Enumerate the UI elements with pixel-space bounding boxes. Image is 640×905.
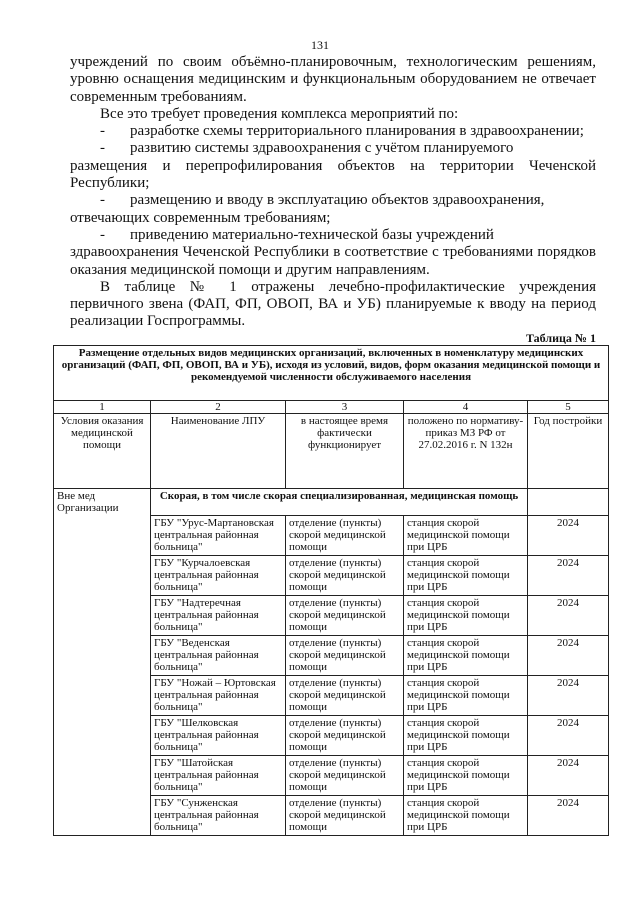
paragraph-1: учреждений по своим объёмно-планировочным, технологическим решениям, уровню оснащения медицинским и функциональным оборудованием не отвечает современным требованиям. xyxy=(70,54,596,105)
empty-cell xyxy=(528,489,609,516)
facility-name: ГБУ "Веденская центральная районная больница" xyxy=(151,636,286,676)
build-year: 2024 xyxy=(528,556,609,596)
body-text xyxy=(70,54,596,331)
list-item xyxy=(70,192,596,227)
facility-name: ГБУ "Курчалоевская центральная районная больница" xyxy=(151,556,286,596)
list-item-text: разработке схемы территориального планирования в здравоохранении; xyxy=(130,123,584,140)
normative-unit: станция скорой медицинской помощи при ЦРБ xyxy=(404,796,528,836)
column-header: Год постройки xyxy=(528,414,609,489)
current-unit: отделение (пункты) скорой медицинской помощи xyxy=(286,596,404,636)
table-title: Размещение отдельных видов медицинских организаций, включенных в номенклатуру медицинских организаций (ФАП, ФП, ОВОП, ВА и УБ), исходя из условий, видов, форм оказания медицинской помощи и рекомендуемой численности обслуживаемого населения xyxy=(54,346,609,401)
paragraph-2: Все это требует проведения комплекса мероприятий по: xyxy=(100,105,459,122)
list-item xyxy=(70,227,596,279)
current-unit: отделение (пункты) скорой медицинской помощи xyxy=(286,676,404,716)
condition-group-label: Вне мед Организации xyxy=(54,489,151,836)
build-year: 2024 xyxy=(528,756,609,796)
build-year: 2024 xyxy=(528,796,609,836)
facility-name: ГБУ "Сунженская центральная районная больница" xyxy=(151,796,286,836)
list-dash: - xyxy=(100,123,105,140)
build-year: 2024 xyxy=(528,636,609,676)
list-item-continuation: размещения и перепрофилирования объектов на территории Чеченской Республики; xyxy=(70,157,596,192)
current-unit: отделение (пункты) скорой медицинской помощи xyxy=(286,556,404,596)
facility-name: ГБУ "Надтеречная центральная районная больница" xyxy=(151,596,286,636)
column-number: 1 xyxy=(54,401,151,414)
column-number: 2 xyxy=(151,401,286,414)
column-number: 5 xyxy=(528,401,609,414)
column-header: в настоящее время фактически функционирует xyxy=(286,414,404,489)
list-item-text: развитию системы здравоохранения с учётом планируемого xyxy=(130,140,514,157)
build-year: 2024 xyxy=(528,596,609,636)
column-header: Условия оказания медицинской помощи xyxy=(54,414,151,489)
list-item xyxy=(70,140,596,192)
normative-unit: станция скорой медицинской помощи при ЦРБ xyxy=(404,716,528,756)
build-year: 2024 xyxy=(528,676,609,716)
facility-name: ГБУ "Ножай – Юртовская центральная районная больница" xyxy=(151,676,286,716)
facility-name: ГБУ "Шелковская центральная районная больница" xyxy=(151,716,286,756)
normative-unit: станция скорой медицинской помощи при ЦРБ xyxy=(404,516,528,556)
list-dash: - xyxy=(100,226,105,243)
facility-name: ГБУ "Урус-Мартановская центральная районная больница" xyxy=(151,516,286,556)
facility-name: ГБУ "Шатойская центральная районная больница" xyxy=(151,756,286,796)
column-number: 3 xyxy=(286,401,404,414)
list-dash: - xyxy=(100,140,105,157)
build-year: 2024 xyxy=(528,716,609,756)
paragraph-3: В таблице № 1 отражены лечебно-профилактические учреждения первичного звена (ФАП, ФП, ОВОП, ВА и УБ) планируемые к вводу на период реализации Госпрограммы. xyxy=(70,278,596,330)
list-item xyxy=(70,123,596,140)
list-item-text: приведению материально-технической базы учреждений xyxy=(130,226,494,243)
normative-unit: станция скорой медицинской помощи при ЦРБ xyxy=(404,636,528,676)
column-header: Наименование ЛПУ xyxy=(151,414,286,489)
data-table xyxy=(53,345,609,836)
normative-unit: станция скорой медицинской помощи при ЦРБ xyxy=(404,756,528,796)
current-unit: отделение (пункты) скорой медицинской помощи xyxy=(286,756,404,796)
current-unit: отделение (пункты) скорой медицинской помощи xyxy=(286,796,404,836)
list-item-continuation: здравоохранения Чеченской Республики в соответствие с требованиями порядков оказания медицинской помощи и другим направлениям. xyxy=(70,244,596,278)
list-dash: - xyxy=(100,192,105,209)
build-year: 2024 xyxy=(528,516,609,556)
normative-unit: станция скорой медицинской помощи при ЦРБ xyxy=(404,676,528,716)
table-caption: Таблица № 1 xyxy=(525,331,596,345)
column-header: положено по нормативу- приказ МЗ РФ от 27.02.2016 г. N 132н xyxy=(404,414,528,489)
page-number: 131 xyxy=(311,38,329,52)
current-unit: отделение (пункты) скорой медицинской помощи xyxy=(286,716,404,756)
normative-unit: станция скорой медицинской помощи при ЦРБ xyxy=(404,596,528,636)
normative-unit: станция скорой медицинской помощи при ЦРБ xyxy=(404,556,528,596)
section-title: Скорая, в том числе скорая специализированная, медицинская помощь xyxy=(151,489,528,516)
list-item-continuation: отвечающих современным требованиям; xyxy=(70,209,331,226)
column-number: 4 xyxy=(404,401,528,414)
current-unit: отделение (пункты) скорой медицинской помощи xyxy=(286,636,404,676)
current-unit: отделение (пункты) скорой медицинской помощи xyxy=(286,516,404,556)
list-item-text: размещению и вводу в эксплуатацию объектов здравоохранения, xyxy=(130,192,545,209)
